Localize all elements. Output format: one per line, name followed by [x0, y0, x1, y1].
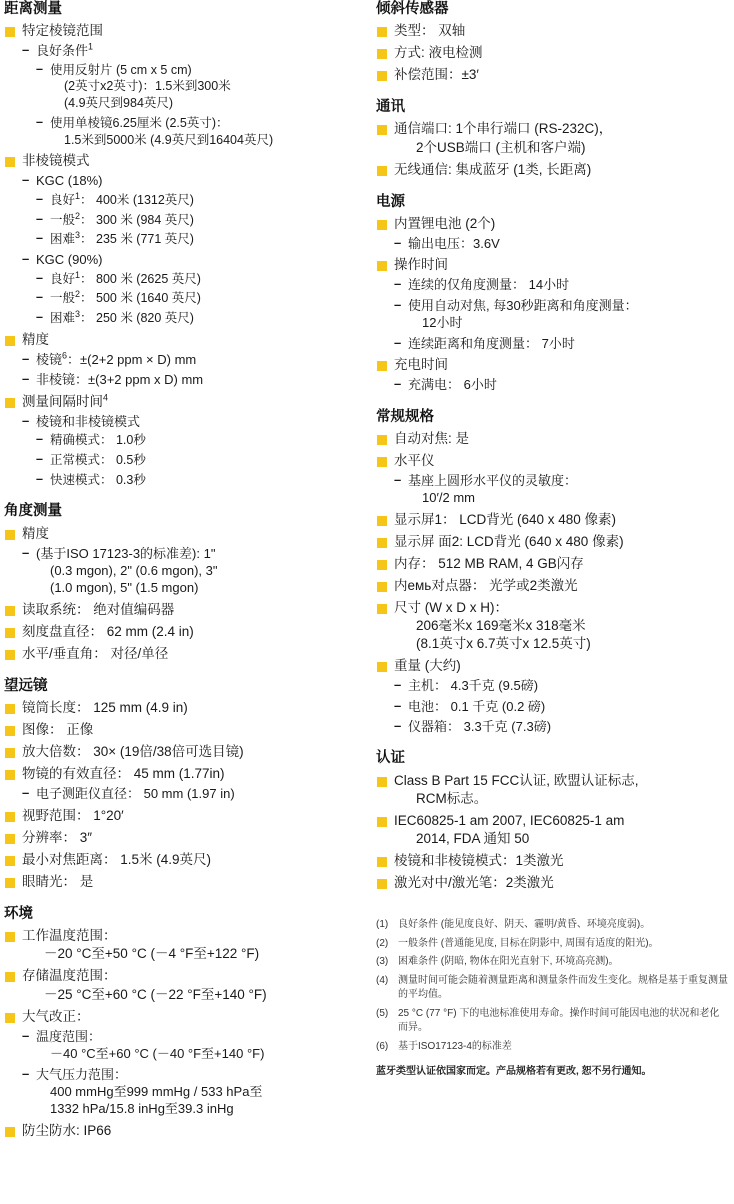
spec-item — [4, 765, 362, 802]
continuation-line: 10′/2 mm — [422, 490, 476, 506]
footnote — [376, 955, 728, 970]
spec-item — [376, 120, 728, 156]
spec-item — [4, 1008, 362, 1118]
spec-item-label: 充电时间 — [394, 357, 448, 373]
spec-item — [376, 356, 728, 393]
spec-item — [376, 22, 728, 40]
spec-item-label: 重量 (大约) — [394, 658, 461, 674]
square-bullet-icon — [5, 650, 15, 660]
section-communication — [376, 98, 728, 178]
square-bullet-icon — [5, 628, 15, 638]
dash-bullet-icon: – — [36, 191, 43, 206]
spec-item-label: 方式: 液电检测 — [394, 45, 483, 61]
footnote — [376, 974, 728, 1003]
footnote — [376, 1007, 728, 1036]
dash-bullet-icon: – — [36, 231, 43, 246]
dash-bullet-icon: – — [22, 251, 30, 267]
spec-item — [22, 1028, 362, 1063]
dash-bullet-icon: – — [22, 544, 30, 560]
spec-item — [4, 851, 362, 869]
dash-bullet-icon: – — [394, 471, 402, 487]
continuation-line: 400 mmHg至999 mmHg / 533 hPa至 — [50, 1083, 263, 1099]
square-bullet-icon — [5, 530, 15, 540]
spec-item-label: Class B Part 15 FCC认证, 欧盟认证标志, — [394, 772, 639, 788]
continuation-line: (1.0 mgon), 5" (1.5 mgon) — [50, 580, 199, 596]
dash-bullet-icon: – — [22, 1027, 30, 1043]
spec-item-label: 放大倍数： 30× (19倍/38倍可选目镜) — [22, 744, 244, 760]
spec-list — [4, 699, 362, 891]
spec-item — [376, 66, 728, 84]
spec-item — [36, 192, 362, 209]
footnotes-block — [376, 918, 728, 1079]
spec-item-label: 棱镜$^6$：±(2+2 ppm × D) mm — [36, 350, 197, 367]
spec-item — [376, 852, 728, 870]
square-bullet-icon — [377, 817, 387, 827]
spec-list — [4, 22, 362, 488]
continuation-line: －20 °C至+50 °C (－4 °F至+122 °F) — [44, 946, 260, 962]
spec-item-label: 补偿范围：±3′ — [394, 67, 479, 83]
square-bullet-icon — [377, 457, 387, 467]
spec-item-label: 镜筒长度： 125 mm (4.9 in) — [22, 700, 188, 716]
right-sections-container — [376, 0, 728, 892]
spec-item — [22, 351, 362, 368]
section-heading: 环境 — [4, 906, 33, 923]
spec-item — [376, 511, 728, 529]
spec-list — [4, 525, 362, 664]
square-bullet-icon — [377, 27, 387, 37]
spec-sublist-level-2 — [22, 172, 362, 326]
spec-item — [4, 1122, 362, 1140]
spec-sublist-level-2 — [22, 351, 362, 389]
continuation-line: 2014, FDA 通知 50 — [416, 830, 530, 846]
continuation-line: 1332 hPa/15.8 inHg至39.3 inHg — [50, 1101, 234, 1117]
square-bullet-icon — [377, 49, 387, 59]
spec-item-label: 使用单棱镜6.25厘米 (2.5英寸)： — [50, 115, 229, 130]
spec-sublist-level-2 — [22, 413, 362, 489]
square-bullet-icon — [5, 856, 15, 866]
section-heading: 望远镜 — [4, 678, 48, 695]
spec-item — [36, 62, 362, 112]
spec-sublist-level-2 — [394, 376, 728, 393]
spec-item-label: KGC (18%) — [36, 173, 103, 189]
spec-item — [394, 677, 728, 694]
spec-item — [22, 413, 362, 489]
footnote-text: 困难条件 (阴暗, 物体在阳光直射下, 环境高亮测)。 — [398, 956, 619, 968]
square-bullet-icon — [5, 1127, 15, 1137]
square-bullet-icon — [5, 932, 15, 942]
square-bullet-icon — [377, 538, 387, 548]
spec-item-label: 良好$^1$： 800 米 (2625 英尺) — [50, 269, 201, 286]
square-bullet-icon — [377, 220, 387, 230]
spec-item — [394, 698, 728, 715]
square-bullet-icon — [5, 606, 15, 616]
footnote — [376, 918, 728, 933]
square-bullet-icon — [5, 27, 15, 37]
spec-item — [36, 290, 362, 307]
spec-list — [4, 927, 362, 1140]
square-bullet-icon — [377, 582, 387, 592]
footnote-disclaimer: 蓝牙类型认证依国家而定。产品规格若有更改, 恕不另行通知。 — [376, 1066, 652, 1078]
continuation-line: 12小时 — [422, 315, 463, 331]
footnote-text: 25 °C (77 °F) 下的电池标准使用寿命。操作时间可能因电池的状况和老化而异。 — [398, 1007, 720, 1034]
spec-sublist-level-3 — [36, 432, 362, 488]
spec-item — [376, 256, 728, 352]
square-bullet-icon — [377, 879, 387, 889]
dash-bullet-icon: – — [394, 296, 402, 312]
spec-item-label: 仪器箱： 3.3千克 (7.3磅) — [408, 719, 552, 735]
square-bullet-icon — [5, 726, 15, 736]
spec-item-label: 使用反射片 (5 cm x 5 cm) — [50, 62, 192, 77]
spec-item — [4, 601, 362, 619]
spec-item — [4, 331, 362, 389]
spec-item — [394, 472, 728, 507]
spec-item-label: 温度范围： — [36, 1028, 102, 1044]
spec-item-label: 工作温度范围： — [22, 928, 117, 944]
spec-item — [394, 718, 728, 735]
dash-bullet-icon: – — [394, 718, 402, 734]
spec-item — [22, 42, 362, 148]
spec-sublist-level-2 — [394, 276, 728, 352]
footnote-text: 良好条件 (能见度良好、阴天、霾明/黄昏、环境亮度弱)。 — [398, 919, 651, 931]
square-bullet-icon — [377, 71, 387, 81]
spec-list — [376, 22, 728, 84]
spec-item — [376, 599, 728, 653]
spec-item-label: 良好$^1$： 400米 (1312英尺) — [50, 190, 194, 207]
spec-item — [376, 577, 728, 595]
spec-sublist-level-2 — [22, 545, 362, 597]
section-heading: 常规规格 — [376, 408, 434, 425]
section-power — [376, 193, 728, 394]
spec-sublist-level-2 — [394, 235, 728, 252]
spec-item-label: 无线通信: 集成蓝牙 (1类, 长距离) — [394, 161, 592, 177]
spec-item — [4, 807, 362, 825]
spec-item — [36, 212, 362, 229]
spec-item-label: 视野范围： 1°20′ — [22, 807, 124, 823]
spec-item-label: 一般$^2$： 300 米 (984 英尺) — [50, 210, 194, 227]
spec-item-label: 防尘防水: IP66 — [22, 1122, 112, 1138]
square-bullet-icon — [5, 770, 15, 780]
spec-item — [4, 645, 362, 663]
spec-item — [376, 555, 728, 573]
continuation-line: (0.3 mgon), 2" (0.6 mgon), 3" — [50, 562, 218, 578]
square-bullet-icon — [377, 560, 387, 570]
section-tilt-sensor — [376, 0, 728, 84]
continuation-line: RCM标志。 — [416, 790, 488, 806]
spec-item — [22, 251, 362, 327]
spec-item-label: 图像： 正像 — [22, 722, 94, 738]
section-heading: 电源 — [376, 193, 405, 210]
spec-item-label: 基座上圆形水平仪的灵敏度： — [408, 472, 578, 488]
footnote-number: (6) — [376, 1040, 389, 1052]
dash-bullet-icon: – — [394, 276, 402, 292]
spec-item — [4, 22, 362, 148]
dash-bullet-icon: – — [394, 697, 402, 713]
dash-bullet-icon: – — [394, 334, 402, 350]
spec-item — [22, 785, 362, 802]
spec-item-label: 非棱镜：±(3+2 ppm x D) mm — [36, 372, 204, 388]
spec-item — [376, 772, 728, 808]
spec-sublist-level-3 — [36, 62, 362, 149]
square-bullet-icon — [5, 972, 15, 982]
square-bullet-icon — [5, 704, 15, 714]
spec-item — [22, 545, 362, 597]
spec-sublist-level-2 — [22, 42, 362, 148]
spec-item — [36, 231, 362, 248]
footnote-number: (1) — [376, 919, 389, 931]
dash-bullet-icon: – — [22, 350, 30, 366]
spec-item-label: 正常模式： 0.5秒 — [50, 452, 146, 467]
section-heading: 角度测量 — [4, 503, 62, 520]
spec-item — [376, 533, 728, 551]
spec-item-label: 激光对中/激光笔：2类激光 — [394, 874, 554, 890]
spec-item-label: 通信端口: 1个串行端口 (RS-232C)， — [394, 121, 613, 137]
section-heading: 认证 — [376, 750, 405, 767]
spec-item-label: 非棱镜模式 — [22, 153, 90, 169]
square-bullet-icon — [377, 857, 387, 867]
spec-item-label: 物镜的有效直径： 45 mm (1.77in) — [22, 766, 225, 782]
footnote — [376, 937, 728, 952]
section-telescope — [4, 677, 362, 891]
square-bullet-icon — [377, 435, 387, 445]
spec-item-label: 操作时间 — [394, 257, 448, 273]
spec-item — [4, 152, 362, 326]
spec-item-label: 棱镜和非棱镜模式 — [36, 413, 141, 429]
spec-item-label: 水平/垂直角： 对径/单径 — [22, 645, 169, 661]
spec-item-label: 精度 — [22, 525, 49, 541]
dash-bullet-icon: – — [22, 172, 30, 188]
section-distance-measurement — [4, 0, 362, 488]
spec-item-label: 一般$^2$： 500 米 (1640 英尺) — [50, 289, 201, 306]
footnote-number: (2) — [376, 937, 389, 949]
spec-item — [394, 376, 728, 393]
square-bullet-icon — [377, 777, 387, 787]
spec-sublist-level-2 — [394, 677, 728, 735]
spec-item — [4, 699, 362, 717]
spec-item-label: 尺寸 (W x D x H)： — [394, 599, 508, 615]
spec-item — [376, 812, 728, 848]
square-bullet-icon — [5, 157, 15, 167]
footnote-text: 基于ISO17123-4的标准差 — [398, 1040, 512, 1052]
square-bullet-icon — [377, 361, 387, 371]
spec-item-label: 良好条件$^1$ — [36, 41, 94, 59]
spec-item-label: 大气压力范围： — [36, 1066, 128, 1082]
spec-item-label: 存储温度范围： — [22, 968, 117, 984]
spec-item — [4, 743, 362, 761]
square-bullet-icon — [5, 1013, 15, 1023]
spec-item — [22, 172, 362, 248]
footnote — [376, 1040, 728, 1055]
dash-bullet-icon: – — [22, 412, 30, 428]
section-environment — [4, 905, 362, 1140]
spec-item — [394, 235, 728, 252]
spec-item-label: 水平仪 — [394, 452, 435, 468]
continuation-line: (4.9英尺到984英尺) — [64, 96, 174, 111]
continuation-line: 206毫米x 169毫米x 318毫米 — [416, 618, 586, 633]
spec-item-label: 充满电： 6小时 — [408, 377, 497, 393]
square-bullet-icon — [377, 662, 387, 672]
left-column — [0, 0, 368, 1154]
spec-item — [376, 657, 728, 735]
dash-bullet-icon: – — [36, 270, 43, 285]
spec-item-label: 刻度盘直径： 62 mm (2.4 in) — [22, 623, 194, 639]
footnote-number: (4) — [376, 974, 389, 986]
section-certification — [376, 749, 728, 892]
spec-item-label: 类型： 双轴 — [394, 23, 466, 39]
spec-item-label: 内存： 512 MB RAM, 4 GB闪存 — [394, 555, 584, 571]
section-heading: 通讯 — [376, 99, 405, 116]
spec-item-label: 自动对焦: 是 — [394, 430, 470, 446]
spec-item — [394, 276, 728, 293]
spec-item-label: 电子测距仪直径： 50 mm (1.97 in) — [36, 786, 235, 802]
spec-item-label: 显示屏 面2: LCD背光 (640 x 480 像素) — [394, 533, 624, 549]
spec-item — [4, 525, 362, 597]
spec-item-label: 显示屏1： LCD背光 (640 x 480 像素) — [394, 511, 617, 527]
spec-sublist-level-2 — [394, 472, 728, 507]
spec-item-label: 快速模式： 0.3秒 — [50, 472, 146, 487]
spec-list — [376, 772, 728, 892]
spec-item-label: KGC (90%) — [36, 252, 103, 268]
dash-bullet-icon: – — [36, 451, 43, 466]
dash-bullet-icon: – — [36, 432, 43, 447]
square-bullet-icon — [5, 812, 15, 822]
spec-item — [4, 927, 362, 963]
square-bullet-icon — [377, 604, 387, 614]
square-bullet-icon — [377, 261, 387, 271]
spec-item-label: 主机： 4.3千克 (9.5磅) — [408, 678, 539, 694]
spec-item-label: 连续的仅角度测量： 14小时 — [408, 277, 570, 293]
spec-item-label: 最小对焦距离： 1.5米 (4.9英尺) — [22, 852, 212, 868]
spec-item — [22, 1066, 362, 1118]
square-bullet-icon — [377, 166, 387, 176]
section-heading: 倾斜传感器 — [376, 1, 449, 17]
section-general-specs — [376, 408, 728, 736]
spec-item-label: 分辨率： 3″ — [22, 829, 93, 845]
footnote-number: (3) — [376, 956, 389, 968]
spec-item — [22, 371, 362, 388]
spec-item — [36, 432, 362, 449]
spec-item — [376, 215, 728, 252]
continuation-line: －25 °C至+60 °C (－22 °F至+140 °F) — [44, 986, 267, 1002]
dash-bullet-icon: – — [22, 785, 30, 801]
spec-item-label: 特定棱镜范围 — [22, 23, 103, 39]
spec-item-label: 大气改正： — [22, 1008, 90, 1024]
dash-bullet-icon: – — [22, 371, 30, 387]
spec-item-label: 精确模式： 1.0秒 — [50, 433, 146, 448]
spec-item-label: 连续距离和角度测量： 7小时 — [408, 335, 575, 351]
continuation-line: (2英寸x2英寸)：1.5米到300米 — [64, 79, 231, 94]
spec-item — [36, 472, 362, 489]
spec-item — [4, 623, 362, 641]
section-angle-measurement — [4, 502, 362, 663]
right-column — [368, 0, 734, 1079]
spec-item-label: 测量间隔时间$^4$ — [22, 392, 109, 409]
square-bullet-icon — [377, 125, 387, 135]
spec-item — [376, 430, 728, 448]
dash-bullet-icon: – — [36, 310, 43, 324]
spec-item — [36, 452, 362, 469]
spec-item — [394, 297, 728, 332]
spec-item-label: 精度 — [22, 331, 49, 347]
square-bullet-icon — [5, 878, 15, 888]
continuation-line: 1.5米到5000米 (4.9英尺到16404英尺) — [64, 132, 274, 147]
spec-item — [376, 44, 728, 62]
spec-sublist-level-3 — [36, 192, 362, 248]
left-sections-container — [4, 0, 362, 1140]
dash-bullet-icon: – — [22, 42, 30, 58]
spec-item — [4, 873, 362, 891]
spec-item — [394, 335, 728, 352]
spec-item-label: 电池： 0.1 千克 (0.2 磅) — [408, 698, 546, 714]
spec-item-label: 棱镜和非棱镜模式：1类激光 — [394, 852, 564, 868]
square-bullet-icon — [377, 516, 387, 526]
dash-bullet-icon: – — [394, 677, 402, 693]
spec-item-label: 困难$^3$： 235 米 (771 英尺) — [50, 230, 194, 247]
square-bullet-icon — [5, 398, 15, 408]
spec-list — [376, 430, 728, 736]
dash-bullet-icon: – — [36, 290, 43, 305]
dash-bullet-icon: – — [394, 234, 402, 250]
square-bullet-icon — [5, 748, 15, 758]
spec-item-label: (基于ISO 17123-3的标准差): 1" — [36, 545, 216, 561]
dash-bullet-icon: – — [36, 114, 43, 129]
spec-item — [376, 161, 728, 179]
dash-bullet-icon: – — [394, 376, 402, 392]
footnote-text: 测量时间可能会随着测量距离和测量条件而发生变化。规格是基于重复测量的平均值。 — [398, 974, 728, 1001]
dash-bullet-icon: – — [22, 1065, 30, 1081]
spec-sublist-level-2 — [22, 785, 362, 802]
spec-item-label: 内емь对点器： 光学或2类激光 — [394, 577, 578, 593]
spec-item-label: IEC60825-1 am 2007, IEC60825-1 am — [394, 812, 625, 828]
continuation-line: －40 °C至+60 °C (－40 °F至+140 °F) — [50, 1046, 265, 1062]
footnote-text: 一般条件 (普通能见度, 目标在阴影中, 周围有适度的阳光)。 — [398, 937, 659, 949]
spec-item-label: 使用自动对焦, 每30秒距离和角度测量： — [408, 297, 638, 313]
spec-item-label: 读取系统： 绝对值编码器 — [22, 601, 175, 617]
spec-item-label: 困难$^3$： 250 米 (820 英尺) — [50, 308, 194, 325]
dash-bullet-icon: – — [36, 61, 43, 76]
square-bullet-icon — [5, 834, 15, 844]
spec-item-label: 眼睛光： 是 — [22, 874, 94, 890]
spec-sublist-level-3 — [36, 271, 362, 327]
dash-bullet-icon: – — [36, 211, 43, 226]
spec-item — [36, 310, 362, 327]
spec-item — [36, 115, 362, 149]
spec-item — [4, 829, 362, 847]
spec-item — [4, 967, 362, 1003]
continuation-line: 2个USB端口 (主机和客户端) — [416, 139, 586, 155]
spec-item — [4, 721, 362, 739]
spec-list — [376, 215, 728, 394]
section-heading: 距离测量 — [4, 1, 62, 17]
spec-item — [4, 393, 362, 489]
spec-item-label: 内置锂电池 (2个) — [394, 215, 496, 231]
continuation-line: (8.1英寸x 6.7英寸x 12.5英寸) — [416, 636, 591, 652]
spec-item-label: 输出电压：3.6V — [408, 235, 500, 251]
spec-list — [376, 120, 728, 178]
spec-item — [376, 452, 728, 507]
dash-bullet-icon: – — [36, 471, 43, 486]
spec-item — [36, 271, 362, 288]
spec-item — [376, 874, 728, 892]
square-bullet-icon — [5, 336, 15, 346]
footnote-number: (5) — [376, 1007, 389, 1019]
spec-sublist-level-2 — [22, 1028, 362, 1118]
